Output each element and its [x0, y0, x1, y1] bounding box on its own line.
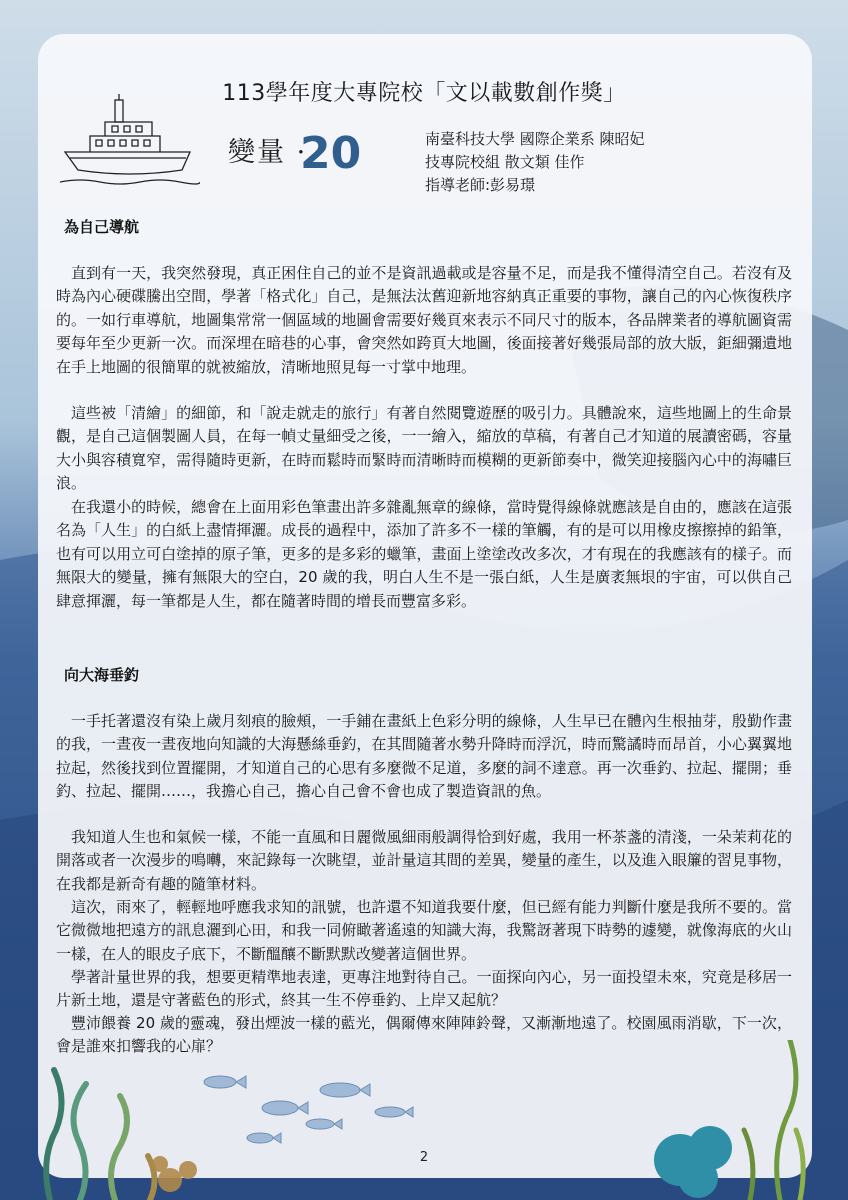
page-number: 2: [419, 1150, 429, 1165]
section1-heading: 為自己導航: [64, 218, 140, 236]
category-line: 技專院校組 散文類 佳作: [425, 153, 585, 171]
section2-paragraph: 學著計量世界的我，想要更精準地表達，更專注地對待自己。一面探向內心，另一面投望未來，究竟是移居一片新土地，還是守著藍色的形式，終其一生不停垂釣、上岸又起航？: [56, 968, 792, 1010]
author-info: [425, 128, 645, 197]
coral-seaweed-right-illustration: [640, 1040, 820, 1200]
section2-paragraph: 這次，雨來了，輕輕地呼應我求知的訊號，也許還不知道我要什麼，但已經有能力判斷什麼是我所不要的。當它微微地把遠方的訊息灑到心田，和我一同俯瞰著遙遠的知識大海，我驚訝著現下時勢的遽變，就像海底的火山一樣，在人的眼皮子底下，不斷醞釀不斷默默改變著這個世界。: [56, 898, 792, 963]
section2-paragraph: 一手托著還沒有染上歲月刻痕的臉頰，一手鋪在畫紙上色彩分明的線條，人生早已在體內生根抽芽，殷勤作畫的我，一晝夜一晝夜地向知識的大海懸絲垂釣，在其間隨著水勢升降時而浮沉，時而驚譎時而昂首，小心翼翼地拉起，然後找到位置擺開，才知道自己的心思有多麼微不足道，多麼的詞不達意。再一次垂釣、拉起、擺開；垂釣、拉起、擺開……，我擔心自己，擔心自己會不會也成了製造資訊的魚。: [56, 712, 792, 801]
seaweed-left-illustration: [20, 1060, 220, 1200]
section1-paragraph: 在我還小的時候，總會在上面用彩色筆畫出許多雜亂無章的線條，當時覺得線條就應該是自由的，應該在這張名為「人生」的白紙上盡情揮灑。成長的過程中，添加了許多不一樣的筆觸，有的是可以用橡皮擦擦掉的鉛筆，也有可以用立可白塗掉的原子筆，更多的是多彩的蠟筆，畫面上塗塗改改多次，才有現在的我應該有的樣子。而無限大的變量，擁有無限大的空白，20 歲的我，明白人生不是一張白紙，人生是廣袤無垠的宇宙，可以供自己肆意揮灑，每一筆都是人生，都在隨著時間的增長而豐富多彩。: [56, 498, 792, 610]
variable-number: 20: [300, 128, 362, 179]
variable-label: 變量 ·: [228, 137, 308, 168]
fish-school-illustration: [200, 1072, 430, 1152]
ship-illustration: [60, 92, 200, 192]
section1-paragraph: 這些被「清繪」的細節，和「說走就走的旅行」有著自然閱覽遊歷的吸引力。具體說來，這些地圖上的生命景觀，是自己這個製圖人員，在每一幀丈量細受之後，一一繪入，縮放的草稿，有著自己才知道的展讀密碼，容量大小與容積寬窄，需得隨時更新，在時而鬆時而緊時而清晰時而模糊的更新節奏中，微笑迎接腦內心中的海嘯巨浪。: [56, 404, 792, 493]
section2-heading: 向大海垂釣: [64, 666, 140, 684]
section2-paragraph: 豐沛餵養 20 歲的靈魂，發出煙波一樣的藍光，偶爾傳來陣陣鈴聲，又漸漸地遠了。校園風雨消歇，下一次，會是誰來扣響我的心扉？: [56, 1014, 792, 1056]
author-line: 南臺科技大學 國際企業系 陳昭妃: [425, 130, 645, 148]
section1-paragraph: 直到有一天，我突然發現，真正困住自己的並不是資訊過載或是容量不足，而是我不懂得清空自己。若沒有及時為內心硬碟騰出空間，學著「格式化」自己，是無法汰舊迎新地容納真正重要的事物，讓自己的內心恢復秩序的。一如行車導航，地圖集常常一個區域的地圖會需要好幾頁來表示不同尺寸的版本，各品牌業者的導航圖資需要每年至少更新一次。而深埋在暗巷的心事，會突然如跨頁大地圖，後面接著好幾張局部的放大版，鉅細彌遺地在手上地圖的很簡單的就被縮放，清晰地照見每一寸掌中地理。: [56, 264, 792, 376]
page-title: 113學年度大專院校「文以載數創作獎」: [222, 81, 626, 106]
advisor-line: 指導老師:彭易璟: [425, 176, 536, 194]
section2-paragraph: 我知道人生也和氣候一樣，不能一直風和日麗微風細雨般調得恰到好處，我用一杯茶盞的清淺，一朵茉莉花的開落或者一次漫步的鳴囀，來記錄每一次眺望，並計量這其間的差異，變量的產生，以及進入眼簾的習見事物，在我都是新奇有趣的隨筆材料。: [56, 828, 792, 893]
